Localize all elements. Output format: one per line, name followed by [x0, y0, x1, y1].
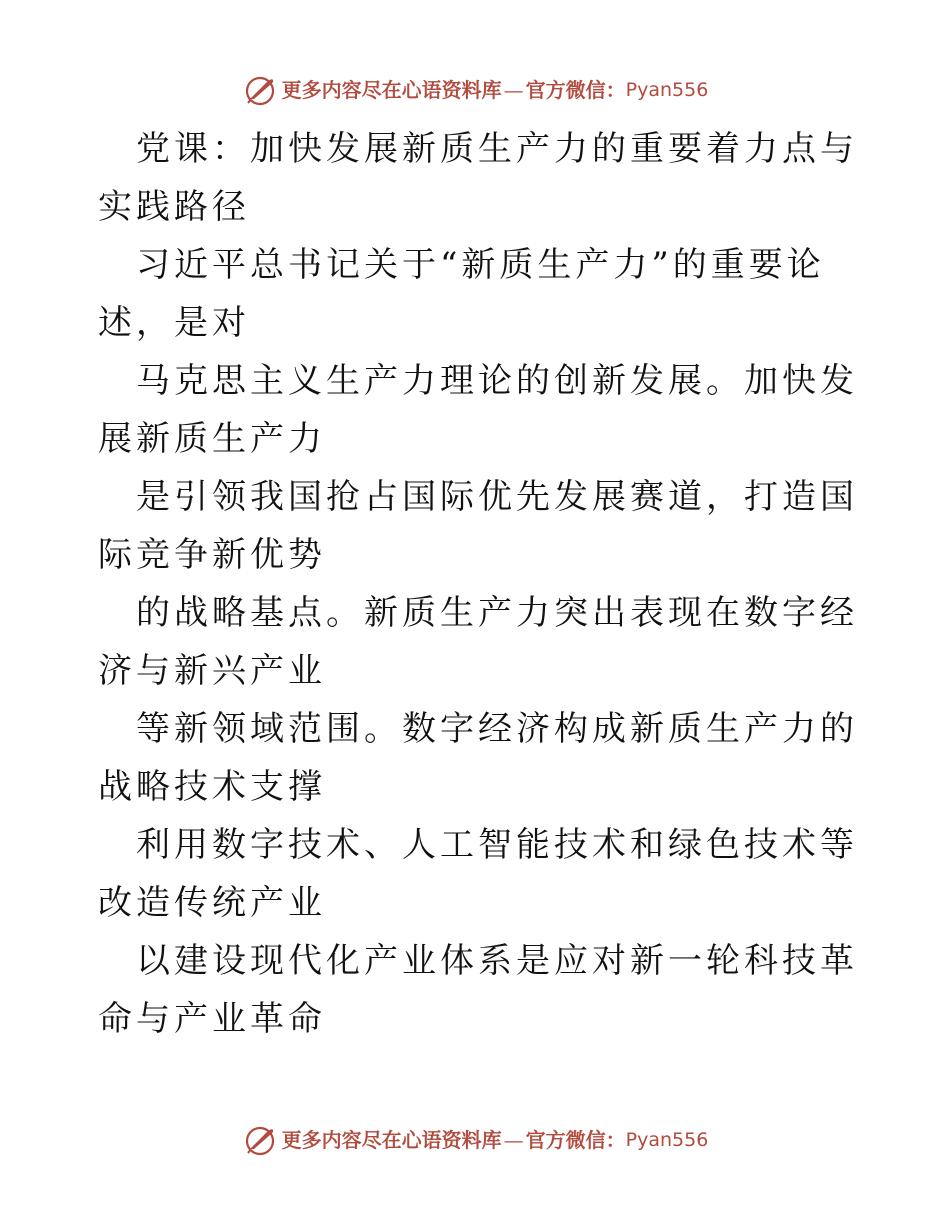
- footer-watermark: [0, 1120, 950, 1160]
- paragraph-line: 是引领我国抢占国际优先发展赛道，打造国际竞争新优势: [98, 477, 858, 575]
- watermark-dash: —: [503, 1128, 524, 1152]
- paragraph-line: 马克思主义生产力理论的创新发展。加快发展新质生产力: [98, 361, 858, 459]
- paragraph-line: 以建设现代化产业体系是应对新一轮科技革命与产业革命: [98, 941, 858, 1039]
- paragraph-line: 利用数字技术、人工智能技术和绿色技术等改造传统产业: [98, 825, 858, 923]
- document-body: [98, 120, 858, 1048]
- quill-pen-logo-icon: [242, 1122, 278, 1158]
- quill-pen-logo-icon: [242, 72, 278, 108]
- document-title: 党课：加快发展新质生产力的重要着力点与实践路径: [98, 129, 858, 227]
- watermark-account: Pyan556: [625, 1129, 709, 1151]
- paragraph-line: 的战略基点。新质生产力突出表现在数字经济与新兴产业: [98, 593, 858, 691]
- watermark-dash: —: [503, 78, 524, 102]
- watermark-text: 更多内容尽在心语资料库: [281, 78, 502, 102]
- watermark-official: 官方微信：: [525, 1128, 626, 1152]
- header-watermark: [0, 70, 950, 110]
- watermark-official: 官方微信：: [525, 78, 626, 102]
- watermark-account: Pyan556: [625, 79, 709, 101]
- watermark-text: 更多内容尽在心语资料库: [281, 1128, 502, 1152]
- paragraph-line: 习近平总书记关于“新质生产力”的重要论述，是对: [98, 245, 825, 343]
- paragraph-line: 等新领域范围。数字经济构成新质生产力的战略技术支撑: [98, 709, 858, 807]
